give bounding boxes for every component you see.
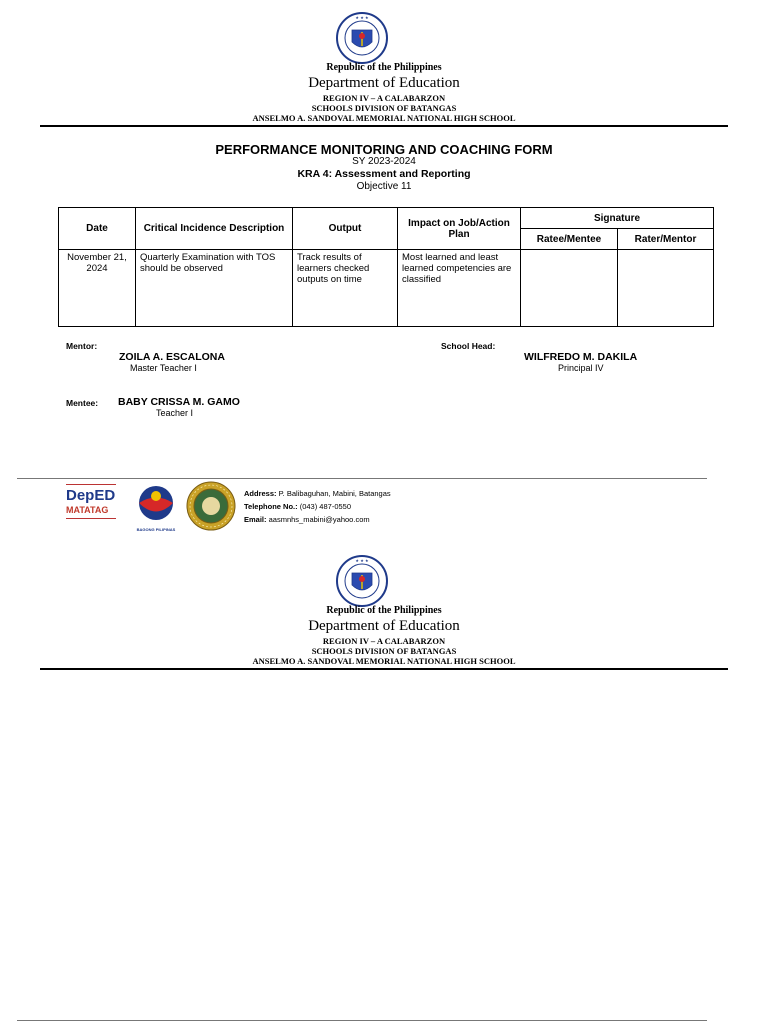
svg-text:★ ★ ★: ★ ★ ★ xyxy=(355,15,369,20)
telephone-line xyxy=(244,500,391,513)
col-header-impact: Impact on Job/Action Plan xyxy=(398,208,521,250)
department-title: Department of Education xyxy=(308,618,460,634)
kra-text: KRA 4: Assessment and Reporting xyxy=(297,168,471,180)
col-header-signature: Signature xyxy=(521,208,714,229)
cell-date: November 21, 2024 xyxy=(59,250,136,327)
school-seal-icon xyxy=(186,481,236,531)
bagong-pilipinas-text: BAGONG PILIPINAS xyxy=(136,527,176,532)
cell-critical: Quarterly Examination with TOS should be observed xyxy=(136,250,293,327)
email-line xyxy=(244,513,391,526)
col-header-rater: Rater/Mentor xyxy=(618,229,714,250)
deped-logo-text: DepED xyxy=(66,487,116,504)
deped-seal-icon xyxy=(336,555,388,607)
form-title: PERFORMANCE MONITORING AND COACHING FORM xyxy=(215,142,553,157)
address-label: Address: xyxy=(244,489,277,498)
cell-rater-signature xyxy=(618,250,714,327)
table-row xyxy=(59,250,714,327)
department-title: Department of Education xyxy=(308,75,460,91)
email-label: Email: xyxy=(244,515,267,524)
header-divider xyxy=(40,668,728,670)
svg-text:★ ★ ★: ★ ★ ★ xyxy=(355,558,369,563)
telephone-label: Telephone No.: xyxy=(244,502,298,511)
bagong-pilipinas-icon xyxy=(133,484,179,522)
division-text: SCHOOLS DIVISION OF BATANGAS xyxy=(311,103,457,113)
objective-text: Objective 11 xyxy=(356,181,412,192)
school-head-position: Principal IV xyxy=(558,363,604,373)
division-text: SCHOOLS DIVISION OF BATANGAS xyxy=(311,646,457,656)
page-bottom-divider xyxy=(17,1020,707,1021)
region-text: REGION IV – A CALABARZON xyxy=(322,93,446,103)
telephone-value: (043) 487-0550 xyxy=(299,502,352,511)
col-header-date: Date xyxy=(59,208,136,250)
contact-info xyxy=(244,487,391,526)
mentee-position: Teacher I xyxy=(156,408,194,418)
deped-seal-icon xyxy=(336,12,388,64)
cell-ratee-signature xyxy=(521,250,618,327)
region-text: REGION IV – A CALABARZON xyxy=(322,636,446,646)
col-header-output: Output xyxy=(293,208,398,250)
school-head-label: School Head: xyxy=(441,341,496,351)
bagong-pilipinas-logo xyxy=(133,484,179,530)
coaching-table xyxy=(58,207,714,327)
mentee-name: BABY CRISSA M. GAMO xyxy=(118,396,240,408)
header-divider xyxy=(40,125,728,127)
col-header-ratee: Ratee/Mentee xyxy=(521,229,618,250)
school-name: ANSELMO A. SANDOVAL MEMORIAL NATIONAL HIGH SCHOOL xyxy=(252,656,516,666)
mentor-position: Master Teacher I xyxy=(130,363,197,373)
address-value: P. Balibaguhan, Mabini, Batangas xyxy=(278,489,391,498)
cell-output: Track results of learners checked outputs on time xyxy=(293,250,398,327)
republic-title: Republic of the Philippines xyxy=(326,62,442,73)
address-line xyxy=(244,487,391,500)
deped-matatag-logo xyxy=(66,484,118,530)
mentor-label: Mentor: xyxy=(66,341,98,351)
school-head-name: WILFREDO M. DAKILA xyxy=(524,351,638,363)
mentor-name: ZOILA A. ESCALONA xyxy=(119,351,225,363)
school-year: SY 2023-2024 xyxy=(352,156,416,167)
email-value: aasmnhs_mabini@yahoo.com xyxy=(268,515,370,524)
col-header-critical: Critical Incidence Description xyxy=(136,208,293,250)
matatag-text: MATATAG xyxy=(66,505,109,515)
cell-impact: Most learned and least learned competencies are classified xyxy=(398,250,521,327)
footer-divider xyxy=(17,478,707,479)
republic-title: Republic of the Philippines xyxy=(326,605,442,616)
mentee-label: Mentee: xyxy=(66,398,99,408)
school-name: ANSELMO A. SANDOVAL MEMORIAL NATIONAL HIGH SCHOOL xyxy=(252,113,516,123)
